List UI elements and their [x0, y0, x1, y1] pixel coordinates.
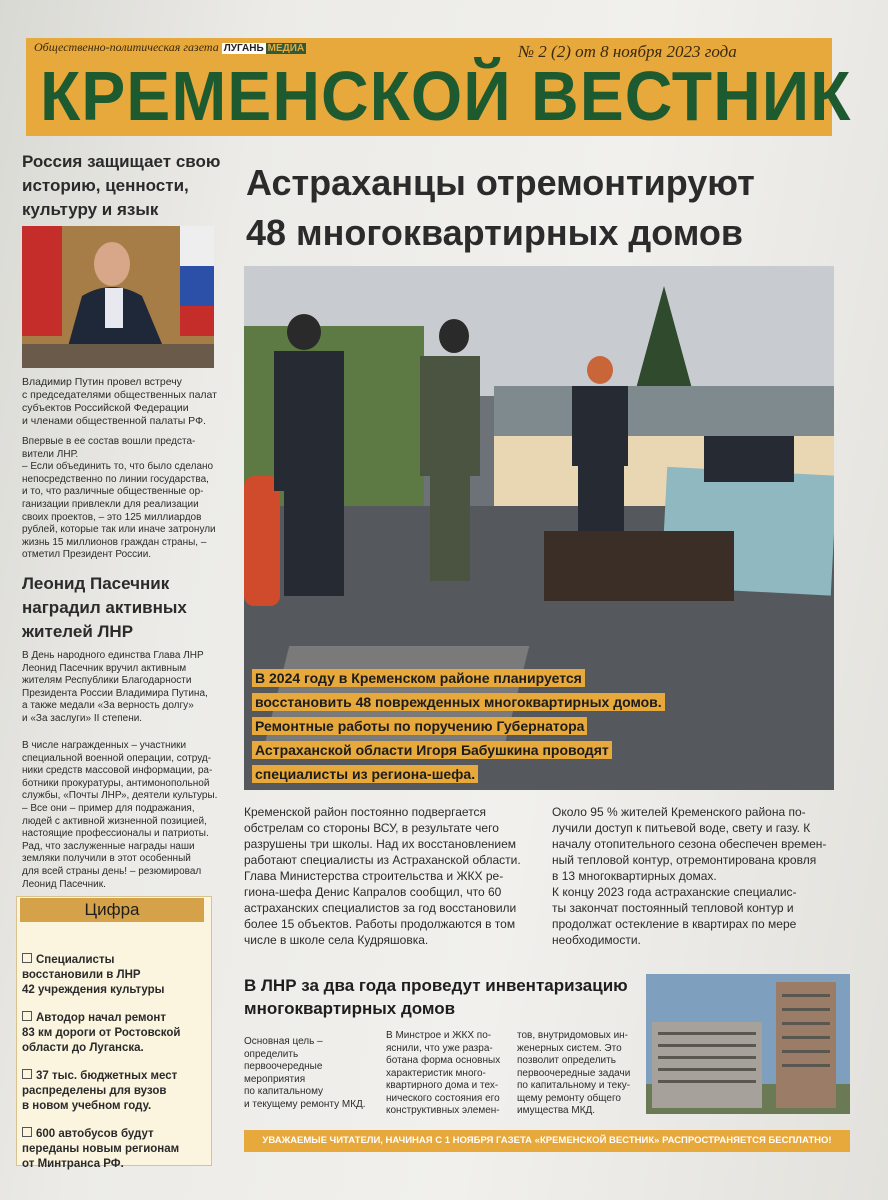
- story2-body-a: В День народного единства Глава ЛНР Леонид Пасечник вручил активным жителям Республики Благодарности Президента России Владимира Путина, а также медали «За верность долгу» и «За заслуги» II степени.: [22, 650, 208, 724]
- apartment-building-photo: [646, 974, 850, 1114]
- story1-headline: Россия защищает свою историю, ценности, культуру и язык: [22, 152, 221, 219]
- checkbox-icon: [22, 1127, 32, 1137]
- main-photo-caption: В 2024 году в Кременском районе планируется восстановить 48 поврежденных многоквартирных домов. Ремонтные работы по поручению Губернатора Астраханской области Игоря Бабушкина проводят специалисты из региона-шефа.: [252, 666, 672, 786]
- main-column-1: Кременской район постоянно подвергается обстрелам со стороны ВСУ, в результате чего разрушены три школы. Над их восстановлением работают специалисты из Астраханской области. Глава Министерства строительства и ЖКХ ре- гиона-шефа Денис Капралов сообщил, что 60 астраханских специалистов за год восстановили более 15 объектов. Работы продолжаются в том числе в школе села Кудряшовка.: [244, 805, 521, 947]
- cifra-title: Цифра: [20, 898, 204, 922]
- cifra-item: 37 тыс. бюджетных мест распределены для вузов в новом учебном году.: [22, 1070, 178, 1112]
- cifra-item: Специалисты восстановили в ЛНР 42 учреждения культуры: [22, 954, 165, 996]
- cifra-item: 600 автобусов будут переданы новым регионам от Минтранса РФ.: [22, 1128, 180, 1170]
- masthead-kicker: Общественно-политическая газета ЛУГАНЬ МЕДИА: [34, 40, 305, 54]
- brand-mark: ЛУГАНЬ: [223, 43, 264, 54]
- newspaper-title: КРЕМЕНСКОЙ ВЕСТНИК: [40, 57, 852, 135]
- main-column-2: Около 95 % жителей Кременского района по- лучили доступ к питьевой воде, свету и газу. К началу отопительного сезона обеспечен времен- ный тепловой контур, отремонтирована кровля в 13 многоквартирных домах. К концу 2023 года астраханские специалис- ты закончат постоянный тепловой контур и продолжат остекление в квартирах по мере необходимости.: [552, 805, 827, 947]
- checkbox-icon: [22, 1069, 32, 1079]
- story1-photo-caption: Владимир Путин провел встречу с председателями общественных палат субъектов Российской Федерации и членами общественной палаты РФ.: [22, 376, 217, 427]
- checkbox-icon: [22, 953, 32, 963]
- bottom-column-3: тов, внутридомовых ин- женерных систем. Это позволит определить первоочередные задачи по капитальному и теку- щему ремонту общего имущества МКД.: [517, 1030, 631, 1116]
- cifra-item: Автодор начал ремонт 83 км дороги от Ростовской области до Луганска.: [22, 1012, 181, 1054]
- story1-body: Впервые в ее состав вошли предста- вители ЛНР. – Если объединить то, что было сделано непосредственно по линии государства, и то, что различные общественные ор- ганизации привлекли для реализации своих проектов, – это 125 миллиардов рублей, которые так или иначе затронули жизнь 15 миллионов граждан страны, – отметил Президент России.: [22, 436, 216, 561]
- brand-mark-media: МЕДИА: [267, 43, 305, 54]
- bottom-headline: В ЛНР за два года проведут инвентаризацию многоквартирных домов: [244, 976, 628, 1018]
- main-headline: Астраханцы отремонтируют 48 многоквартирных домов: [246, 162, 755, 253]
- story2-body-b: В числе награжденных – участники специальной военной операции, сотруд- ники средств массовой информации, ра- ботники прокуратуры, антимонопольной службы, «Почты ЛНР», деятели культуры. – Все они – пример для подражания, людей с активной жизненной позицией, настоящие профессионалы и патриоты. Рад, что заслуженные награды наши земляки получили в этот особенный для всей страны день! – резюмировал Леонид Пасечник.: [22, 740, 218, 890]
- bottom-column-1: Основная цель – определить первоочередные мероприятия по капитальному и текущему ремонту МКД.: [244, 1036, 366, 1110]
- checkbox-icon: [22, 1011, 32, 1021]
- free-distribution-banner: УВАЖАЕМЫЕ ЧИТАТЕЛИ, НАЧИНАЯ С 1 НОЯБРЯ ГАЗЕТА «КРЕМЕНСКОЙ ВЕСТНИК» РАСПРОСТРАНЯЕТСЯ БЕСПЛАТНО!: [244, 1130, 850, 1152]
- story2-headline: Леонид Пасечник наградил активных жителей ЛНР: [22, 574, 187, 641]
- issue-number: № 2 (2) от 8 ноября 2023 года: [518, 42, 737, 61]
- bottom-column-2: В Минстрое и ЖКХ по- яснили, что уже разра- ботана форма основных характеристик много- квартирного дома и тех- нического состояния его конструктивных элемен-: [386, 1030, 501, 1116]
- putin-photo: [22, 226, 214, 368]
